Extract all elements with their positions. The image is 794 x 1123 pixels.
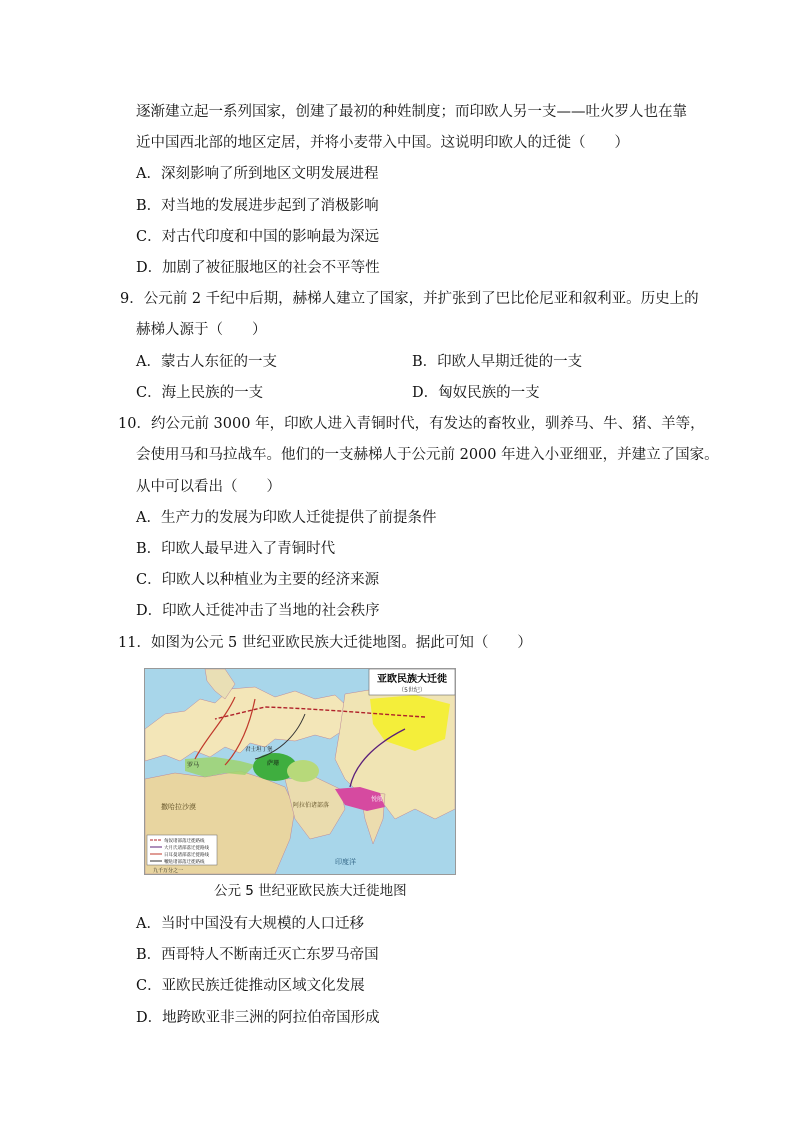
- migration-map: [144, 668, 456, 875]
- q10-option-d[interactable]: D．印欧人迁徙冲击了当地的社会秩序: [136, 603, 380, 619]
- migration-map-svg: [145, 669, 455, 874]
- q10-option-c[interactable]: C．印欧人以种植业为主要的经济来源: [136, 572, 380, 588]
- map-legend-item-3: 日耳曼诸部落迁徙路线: [164, 853, 209, 858]
- q9-option-b[interactable]: B．印欧人早期迁徙的一支: [412, 354, 583, 370]
- map-label-persia: 萨珊: [267, 760, 280, 767]
- q11-stem-line-1: 11．如图为公元 5 世纪亚欧民族大迁徙地图。据此可知（ ）: [118, 635, 532, 651]
- q11-option-c[interactable]: C．亚欧民族迁徙推动区域文化发展: [136, 978, 365, 994]
- q8-option-c[interactable]: C．对古代印度和中国的影响最为深远: [136, 229, 380, 245]
- map-persia-east: [287, 760, 319, 782]
- q9-option-d[interactable]: D．匈奴民族的一支: [412, 385, 540, 401]
- q9-option-c[interactable]: C．海上民族的一支: [136, 385, 264, 401]
- q11-option-d[interactable]: D．地跨欧亚非三洲的阿拉伯帝国形成: [136, 1010, 380, 1026]
- map-label-rome: 罗马: [187, 762, 200, 769]
- map-legend-item-4: 嚈哒诸部落迁徙路线: [164, 860, 205, 865]
- q9-option-a[interactable]: A．蒙古人东征的一支: [136, 354, 277, 370]
- q9-stem-line-2: 赫梯人源于（ ）: [136, 322, 267, 338]
- q8-option-a[interactable]: A．深刻影响了所到地区文明发展进程: [136, 166, 379, 182]
- q10-option-a[interactable]: A．生产力的发展为印欧人迁徙提供了前提条件: [136, 510, 437, 526]
- q8-option-b[interactable]: B．对当地的发展进步起到了消极影响: [136, 198, 379, 214]
- q8-option-d[interactable]: D．加剧了被征服地区的社会不平等性: [136, 260, 380, 276]
- q11-option-a[interactable]: A．当时中国没有大规模的人口迁移: [136, 916, 364, 932]
- q10-stem-line-2: 会使用马和马拉战车。他们的一支赫梯人于公元前 2000 年进入小亚细亚，并建立了国家。: [136, 447, 719, 463]
- map-label-sahara: 撒哈拉沙漠: [161, 803, 196, 811]
- q11-option-b[interactable]: B．西哥特人不断南迁灭亡东罗马帝国: [136, 947, 379, 963]
- map-legend-item-2: 大月氏诸部落迁徙路线: [164, 846, 209, 851]
- map-legend-item-1: 匈奴诸部落迁徙路线: [164, 839, 205, 844]
- q10-option-b[interactable]: B．印欧人最早进入了青铜时代: [136, 541, 336, 557]
- intro-line-2: 近中国西北部的地区定居，并将小麦带入中国。这说明印欧人的迁徙（ ）: [136, 135, 629, 151]
- map-label-arab: 阿拉伯诸部落: [293, 802, 330, 809]
- q10-stem-line-3: 从中可以看出（ ）: [136, 479, 281, 495]
- q10-stem-line-1: 10．约公元前 3000 年，印欧人进入青铜时代，有发达的畜牧业，驯养马、牛、猪、羊等，: [118, 416, 705, 432]
- map-scale: 九千万分之一: [153, 868, 184, 874]
- map-label-constantinople: 君士坦丁堡: [245, 747, 273, 753]
- map-label-ocean: 印度洋: [335, 858, 356, 866]
- map-subtitle: （5世纪）: [398, 687, 426, 694]
- map-title: 亚欧民族大迁徙: [377, 674, 447, 685]
- map-caption: 公元 5 世纪亚欧民族大迁徙地图: [214, 883, 407, 899]
- map-label-yueban: 悦般: [371, 796, 384, 803]
- q9-stem-line-1: 9．公元前 2 千纪中后期，赫梯人建立了国家，并扩张到了巴比伦尼亚和叙利亚。历史上的: [120, 291, 699, 307]
- intro-line-1: 逐渐建立起一系列国家，创建了最初的种姓制度；而印欧人另一支——吐火罗人也在靠: [136, 104, 687, 120]
